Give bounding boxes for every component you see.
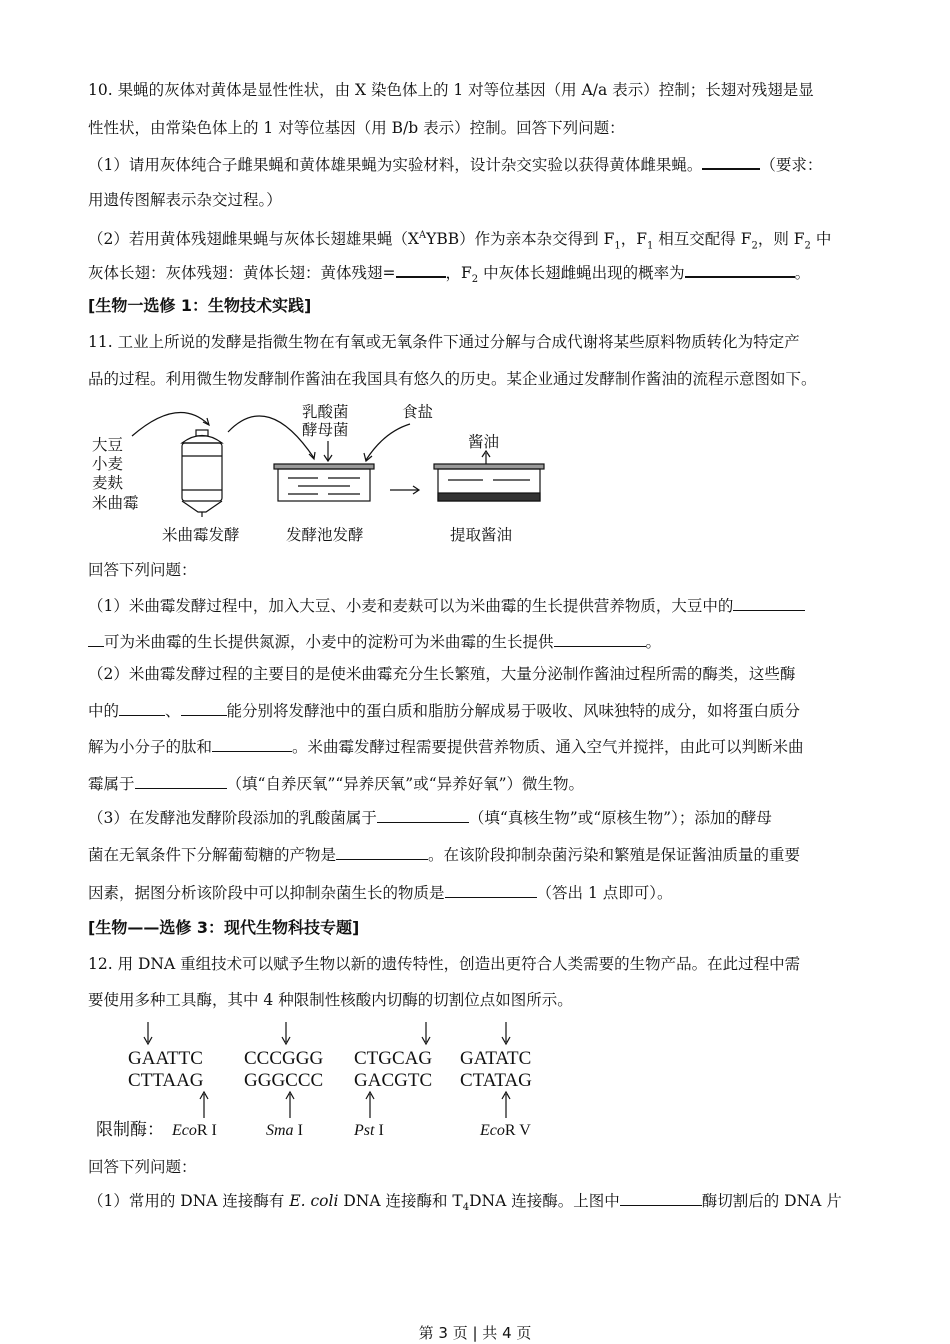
q11-ask: 回答下列问题： — [88, 561, 197, 579]
text: DNA 连接酶和 T — [338, 1192, 463, 1210]
answer-blank[interactable] — [396, 262, 446, 278]
material-label: 麦麸 — [92, 474, 124, 492]
text: 因素，据图分析该阶段中可以抑制杂菌生长的物质是 — [88, 884, 445, 902]
text: YBB）作为亲本杂交得到 F — [426, 230, 615, 249]
q10-line-4: 用遗传图解表示杂交过程。） — [88, 191, 282, 209]
text: ，F — [445, 264, 472, 282]
section-header-elective-1: [生物一选修 1：生物技术实践] — [88, 296, 312, 315]
answer-blank[interactable] — [119, 701, 165, 716]
dna-bottom-strand: CTATAG — [460, 1070, 532, 1091]
text: （填“自养厌氧”“异养厌氧”或“异养好氧”）微生物。 — [226, 775, 585, 793]
answer-blank[interactable] — [377, 808, 469, 823]
text: （1）米曲霉发酵过程中，加入大豆、小麦和麦麸可以为米曲霉的生长提供营养物质，大豆中的 — [88, 597, 734, 615]
enzyme-name-ecori — [171, 1122, 217, 1139]
subscript: 2 — [471, 274, 479, 286]
bacteria-label: 乳酸菌 — [302, 403, 349, 421]
q10-part-2-cont — [88, 262, 810, 290]
material-label: 小麦 — [92, 455, 124, 473]
q11-part-3 — [88, 808, 772, 828]
enzyme-name-smai — [266, 1122, 303, 1139]
dna-top-strand: CTGCAG — [354, 1048, 433, 1069]
answer-blank[interactable] — [445, 883, 537, 898]
text: 。 — [645, 633, 662, 651]
text: 中灰体长翅雌蝇出现的概率为 — [478, 264, 685, 282]
q10-part-1-note: （要求： — [760, 156, 823, 174]
q11-part-1-cont — [88, 632, 661, 652]
text: 可为米曲霉的生长提供氮源，小麦中的淀粉可为米曲霉的生长提供 — [104, 633, 554, 651]
text: 灰体长翅：灰体残翅：黄体长翅：黄体残翅= — [88, 264, 396, 282]
step-label: 米曲霉发酵 — [162, 526, 240, 544]
text: ，F — [620, 230, 647, 249]
enzyme-label: 限制酶： — [96, 1120, 164, 1140]
q12-part-1 — [88, 1191, 842, 1218]
italic-text: E. coli — [289, 1192, 339, 1210]
text: 中的 — [88, 702, 120, 720]
q11-part-2-cont-2 — [88, 737, 804, 757]
enzyme-name-ecorv — [479, 1122, 531, 1139]
answer-blank[interactable] — [733, 596, 805, 611]
material-label: 大豆 — [92, 436, 124, 454]
text: 能分别将发酵池中的蛋白质和脂肪分解成易于吸收、风味独特的成分，如将蛋白质分 — [226, 702, 801, 720]
salt-label: 食盐 — [402, 403, 434, 421]
step-label: 提取酱油 — [450, 526, 513, 544]
q11-part-3-cont — [88, 845, 800, 865]
step-label: 发酵池发酵 — [286, 526, 364, 544]
text: 、 — [165, 702, 181, 720]
bacteria-label: 酵母菌 — [302, 421, 349, 439]
text: （填“真核生物”或“原核生物”）；添加的酵母 — [468, 809, 772, 827]
superscript: A — [418, 230, 427, 241]
arrow-salt-down — [366, 424, 410, 460]
q11-part-2: （2）米曲霉发酵过程的主要目的是使米曲霉充分生长繁殖，大量分泌制作酱油过程所需的酶类，这些酶 — [88, 665, 796, 683]
text: （答出 1 点即可）。 — [536, 884, 673, 902]
subscript: 1 — [614, 240, 621, 252]
answer-blank[interactable] — [212, 737, 292, 752]
q10-line-2: 性性状，由常染色体上的 1 对等位基因（用 B/b 表示）控制。回答下列问题： — [88, 119, 625, 137]
enzyme-rest: R V — [504, 1122, 531, 1139]
soy-sauce-flow-figure — [88, 398, 568, 550]
fermentation-pool-icon — [274, 464, 374, 501]
q10-part-1 — [88, 154, 822, 175]
text: ，则 F — [757, 230, 805, 249]
q10-line-1: 10. 果蝇的灰体对黄体是显性性状，由 X 染色体上的 1 对等位基因（用 A/a 表示）控制；长翅对残翅是显 — [88, 81, 814, 99]
q11-part-2-cont — [88, 701, 800, 721]
enzyme-italic: Eco — [480, 1122, 505, 1139]
dna-bottom-strand: CTTAAG — [128, 1070, 204, 1091]
text: （3）在发酵池发酵阶段添加的乳酸菌属于 — [88, 809, 377, 827]
text: 霉属于 — [88, 775, 135, 793]
dna-bottom-strand: GGGCCC — [244, 1070, 324, 1091]
answer-blank[interactable] — [135, 774, 227, 789]
answer-blank[interactable] — [88, 632, 104, 647]
answer-blank[interactable] — [702, 154, 760, 170]
text: 菌在无氧条件下分解葡萄糖的产物是 — [88, 846, 337, 864]
section-header-elective-3: [生物——选修 3：现代生物科技专题] — [88, 918, 360, 937]
answer-blank[interactable] — [685, 262, 795, 278]
q12-line-1: 12. 用 DNA 重组技术可以赋予生物以新的遗传特性，创造出更符合人类需要的生物产品。在此过程中需 — [88, 955, 801, 973]
q11-line-1: 11. 工业上所说的发酵是指微生物在有氧或无氧条件下通过分解与合成代谢将某些原料物质转化为特定产 — [88, 333, 800, 351]
restriction-site-figure — [94, 1018, 564, 1144]
extraction-container-icon — [434, 464, 544, 501]
q11-line-2: 品的过程。利用微生物发酵制作酱油在我国具有悠久的历史。某企业通过发酵制作酱油的流程示意图如下。 — [88, 370, 817, 388]
subscript: 2 — [804, 240, 811, 252]
q11-part-1 — [88, 596, 805, 616]
dna-top-strand: GATATC — [460, 1048, 532, 1069]
text: 中 — [810, 230, 832, 249]
arrow-materials-to-fermenter — [132, 412, 208, 436]
text: 。米曲霉发酵过程需要提供营养物质、通入空气并搅拌，由此可以判断米曲 — [292, 738, 804, 756]
enzyme-italic: Eco — [172, 1122, 197, 1139]
enzyme-rest: R I — [196, 1122, 217, 1139]
material-label: 米曲霉 — [92, 494, 139, 512]
text: 解为小分子的肽和 — [88, 738, 213, 756]
text: （2）若用黄体残翅雌果蝇与灰体长翅雄果蝇（X — [88, 230, 419, 249]
answer-blank[interactable] — [554, 632, 646, 647]
dna-top-strand: GAATTC — [128, 1048, 203, 1069]
enzyme-rest: I — [374, 1122, 384, 1139]
text: 。在该阶段抑制杂菌污染和繁殖是保证酱油质量的重要 — [428, 846, 801, 864]
enzyme-name-psti — [353, 1122, 384, 1139]
text: 相互交配得 F — [653, 230, 752, 249]
answer-blank[interactable] — [620, 1191, 702, 1206]
enzyme-rest: I — [293, 1122, 303, 1139]
text: DNA 连接酶。上图中 — [469, 1192, 620, 1210]
q12-line-2: 要使用多种工具酶，其中 4 种限制性核酸内切酶的切割位点如图所示。 — [88, 991, 573, 1009]
dna-top-strand: CCCGGG — [244, 1048, 324, 1069]
subscript: 2 — [751, 240, 758, 252]
q10-part-2 — [88, 226, 831, 256]
fermenter-vessel-icon — [182, 430, 222, 517]
text: 酶切割后的 DNA 片 — [701, 1192, 842, 1210]
q11-part-3-cont-2 — [88, 883, 672, 903]
text: 。 — [794, 264, 811, 282]
q10-part-1-text: （1）请用灰体纯合子雌果蝇和黄体雄果蝇为实验材料，设计杂交实验以获得黄体雌果蝇。 — [88, 156, 703, 174]
q11-part-2-cont-3 — [88, 774, 584, 794]
answer-blank[interactable] — [336, 845, 428, 860]
subscript: 4 — [462, 1202, 470, 1214]
answer-blank[interactable] — [181, 701, 227, 716]
q12-ask: 回答下列问题： — [88, 1158, 197, 1176]
product-label: 酱油 — [468, 433, 500, 451]
dna-bottom-strand: GACGTC — [354, 1070, 433, 1091]
subscript: 1 — [646, 240, 654, 252]
enzyme-italic: Sma — [266, 1122, 294, 1139]
page-footer: 第 3 页 | 共 4 页 — [418, 1324, 532, 1342]
text: （1）常用的 DNA 连接酶有 — [88, 1192, 290, 1210]
enzyme-italic: Pst — [354, 1122, 375, 1139]
